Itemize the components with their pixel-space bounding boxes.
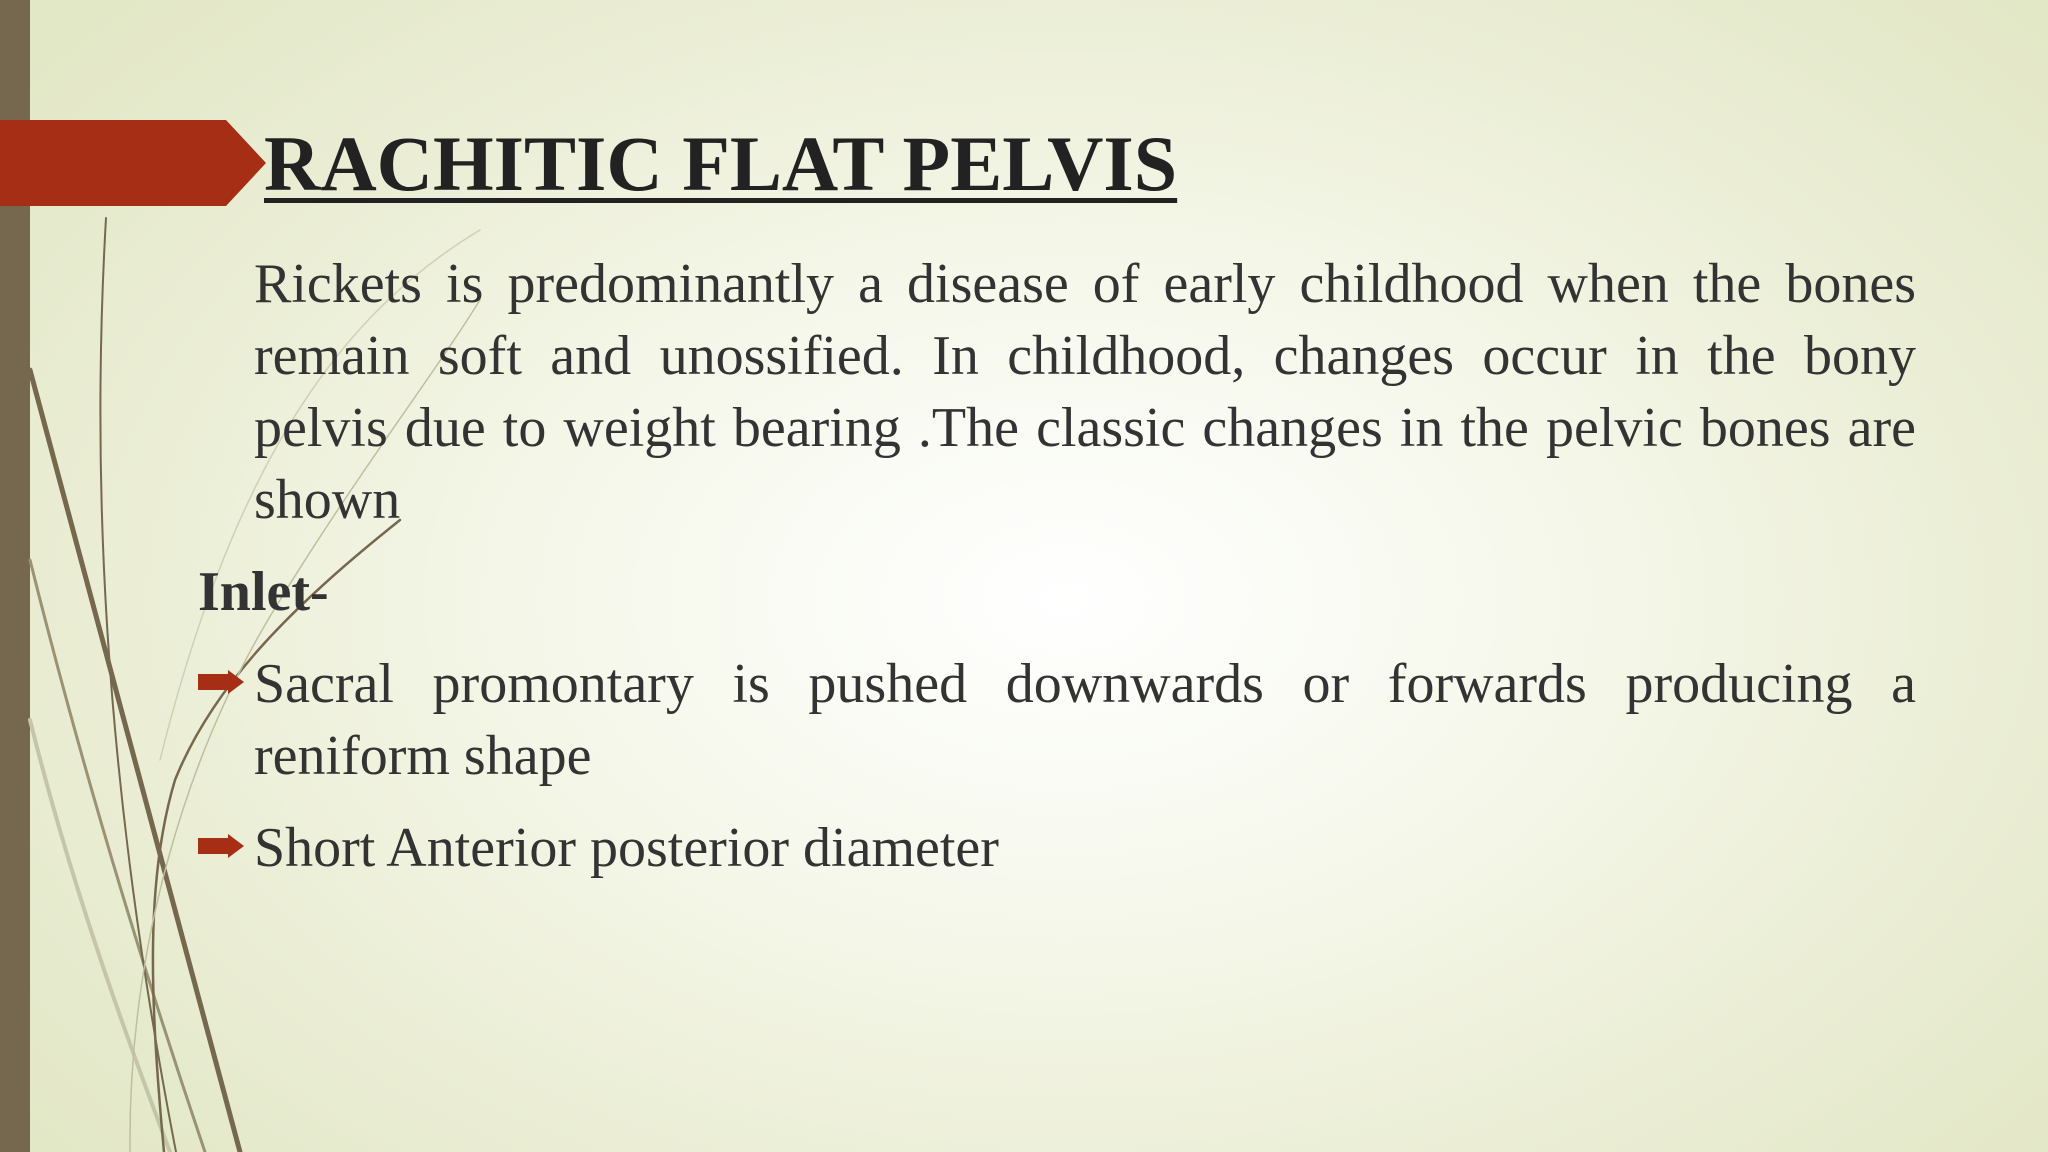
intro-paragraph: Rickets is predominantly a disease of early childhood when the bones remain soft and unossified. In childhood, changes occur in the bony pelvis due to weight bearing .The classic changes in the pelvic bones are shown xyxy=(254,253,1916,531)
bullet-text: Sacral promontary is pushed downwards or forwards producing a reniform shape xyxy=(254,653,1916,787)
section-heading-inlet: Inlet- xyxy=(198,561,329,623)
slide-title: RACHITIC FLAT PELVIS xyxy=(264,120,1178,207)
bullet-item xyxy=(198,812,1916,884)
bullet-list xyxy=(198,648,1916,904)
arrow-bullet-icon xyxy=(198,834,244,858)
arrow-bullet-icon xyxy=(198,670,244,694)
bullet-text: Short Anterior posterior diameter xyxy=(254,817,999,879)
title-accent-tab xyxy=(0,120,266,206)
bullet-item xyxy=(198,648,1916,792)
